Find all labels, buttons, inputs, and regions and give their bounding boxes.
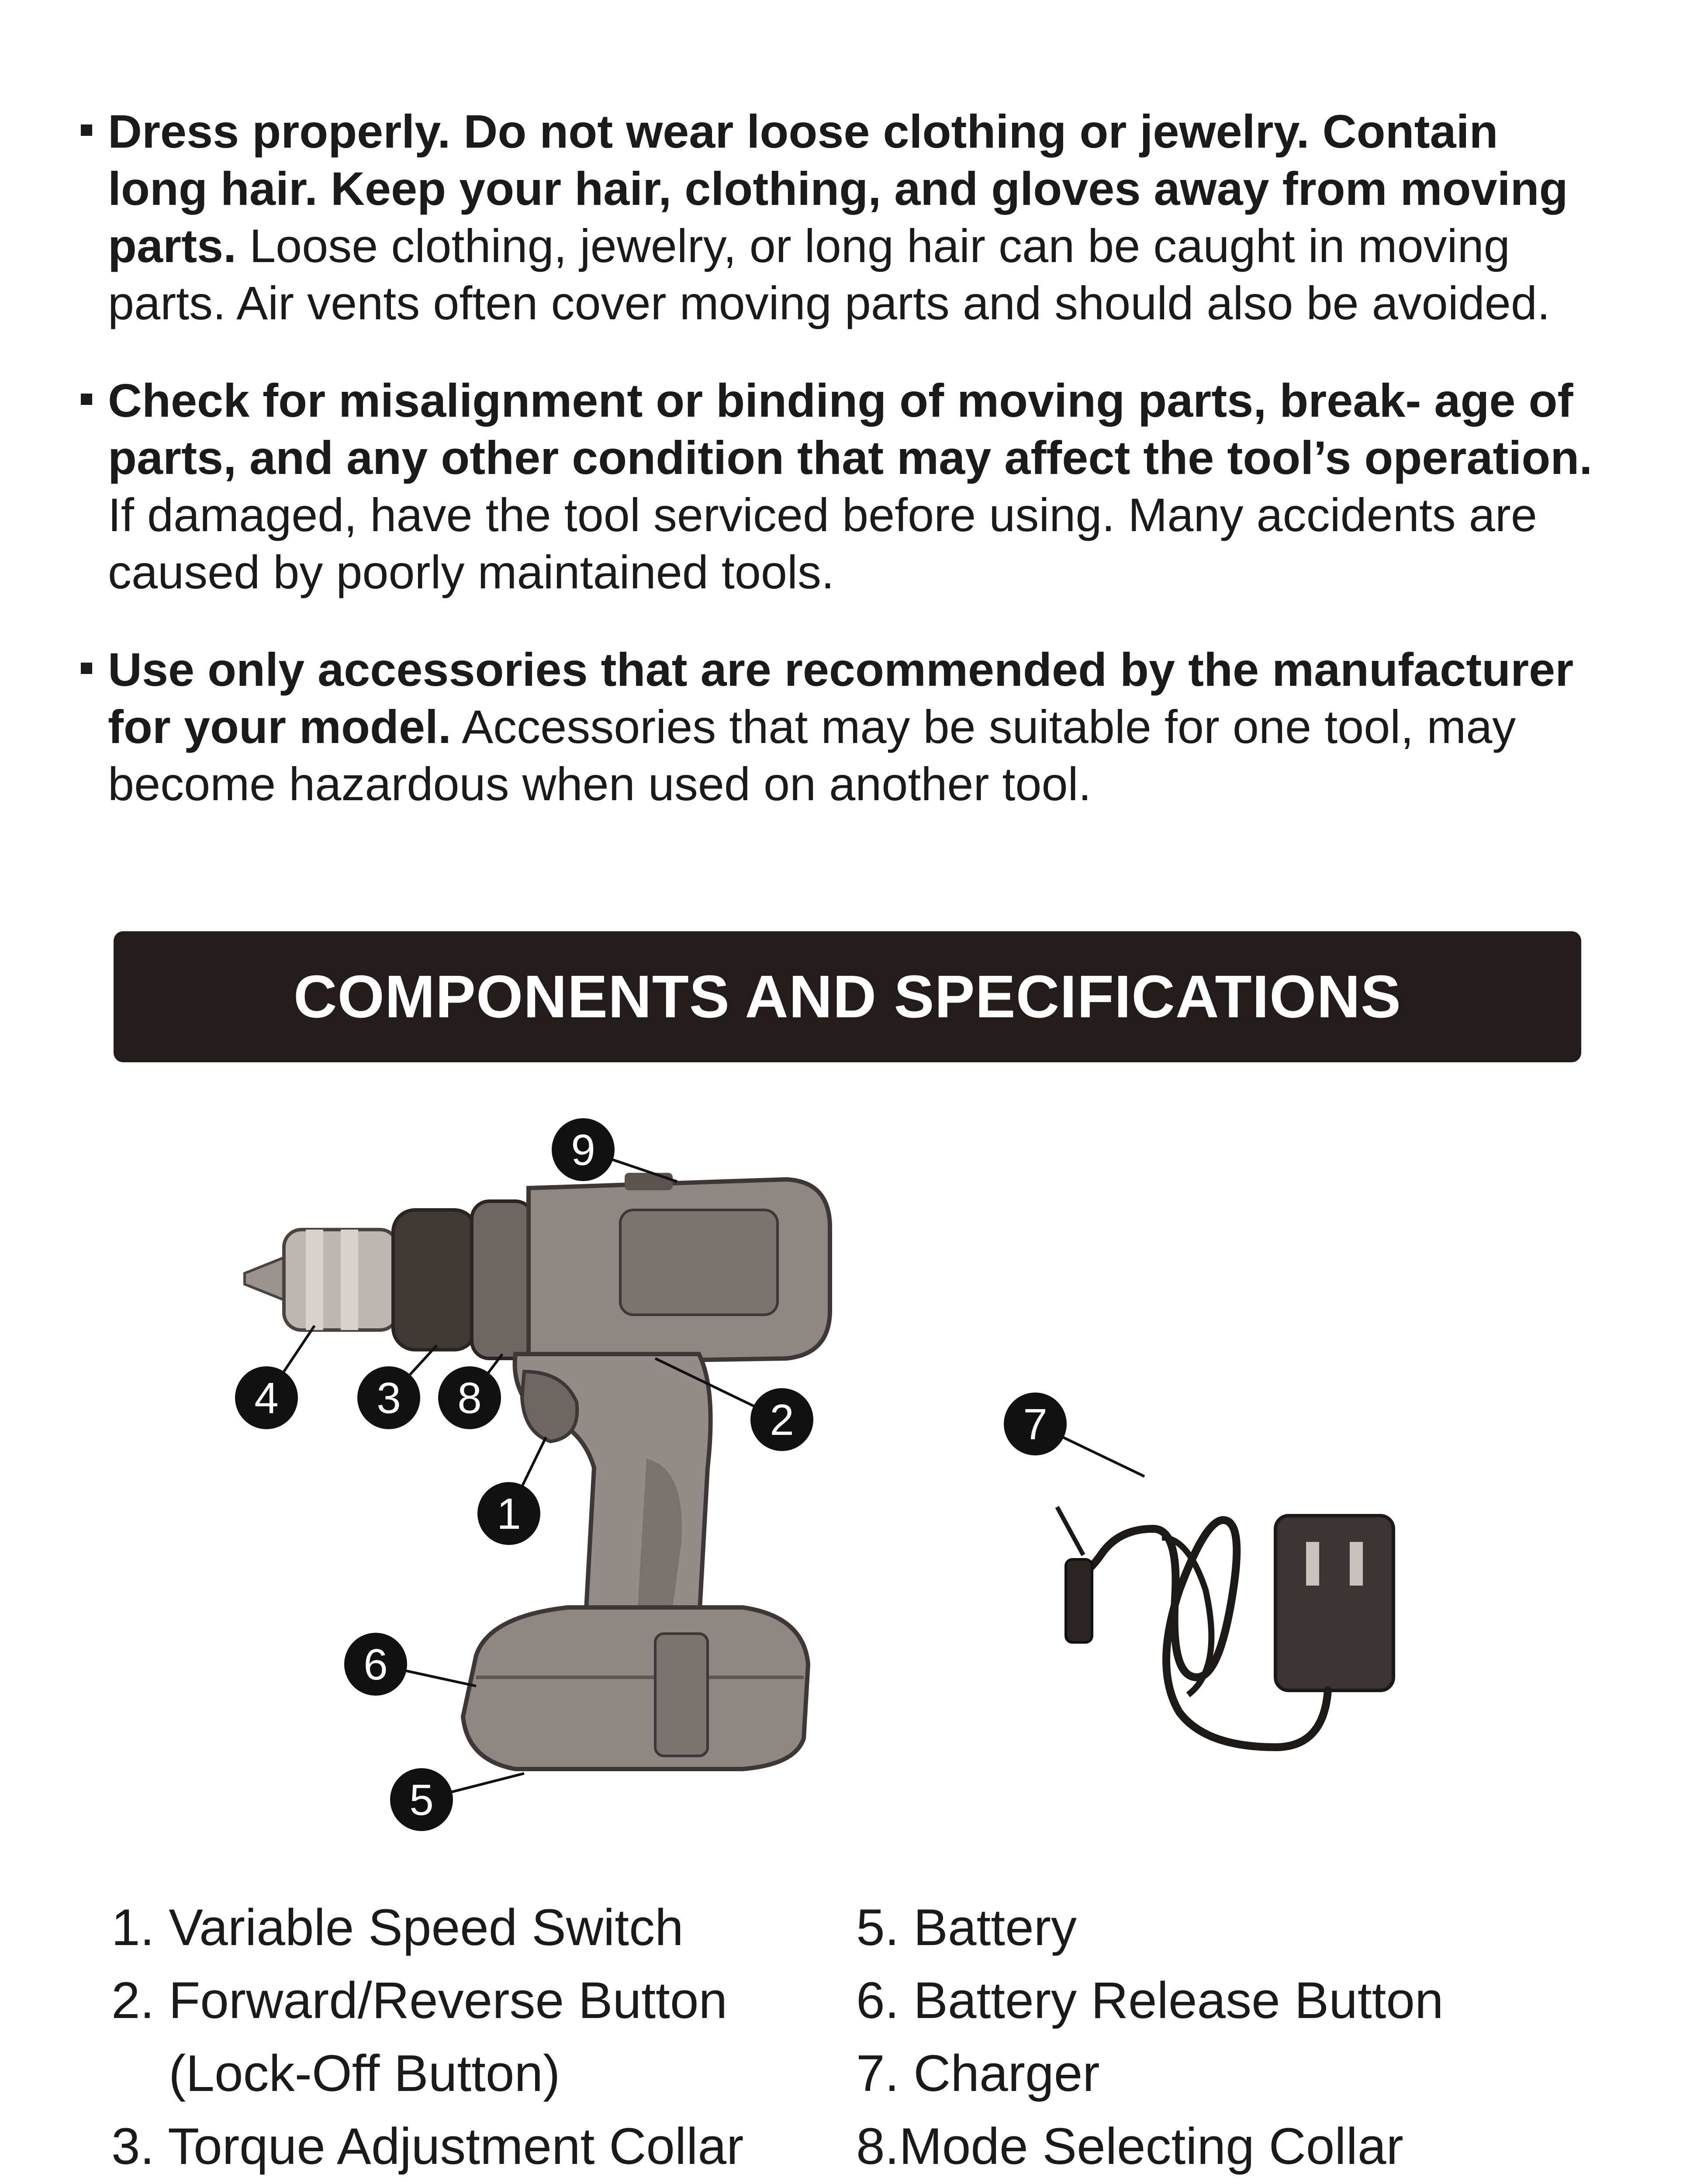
bullet-normal-text: Accessories that may be suitable for one tool, may become hazardous when used on another tool.	[108, 700, 1516, 810]
component-item: (Lock-Off Button)	[111, 2045, 560, 2102]
callout-3	[357, 1366, 420, 1429]
callout-7	[1004, 1393, 1067, 1455]
callout-label: 4	[254, 1374, 279, 1423]
callout-9	[552, 1118, 615, 1181]
bullet-normal-text: If damaged, have the tool serviced before using. Many accidents are caused by poorly maintained tools.	[108, 488, 1537, 598]
bullet-text	[108, 103, 1610, 332]
safety-bullet	[81, 641, 1610, 812]
callout-5	[390, 1768, 453, 1831]
callout-4	[235, 1366, 298, 1429]
component-item: 5. Battery	[856, 1899, 1077, 1956]
bullet-marker	[81, 124, 92, 136]
callout-label: 3	[377, 1374, 401, 1423]
safety-bullet	[81, 372, 1610, 601]
section-title: COMPONENTS AND SPECIFICATIONS	[293, 963, 1402, 1030]
drill-illustration	[245, 1173, 830, 1769]
bullet-bold-text: Dress properly. Do not wear loose clothing or jewelry. Contain long hair. Keep your hair, clothing, and gloves away from moving parts.	[108, 105, 1568, 272]
callout-8	[438, 1366, 501, 1429]
section-banner	[114, 931, 1581, 1062]
bullet-marker	[81, 394, 92, 405]
callout-label: 8	[457, 1374, 482, 1423]
bullet-text	[108, 641, 1610, 812]
battery-shape	[463, 1607, 808, 1769]
torque-collar-shape	[393, 1210, 476, 1350]
gear-shifter-shape	[625, 1173, 673, 1190]
safety-bullet	[81, 103, 1610, 332]
callout-6	[344, 1633, 407, 1696]
mode-collar-shape	[472, 1201, 533, 1358]
callout-label: 5	[409, 1776, 434, 1825]
components-illustration	[0, 1083, 1697, 1878]
callout-1	[477, 1482, 540, 1545]
callout-label: 2	[770, 1396, 794, 1444]
bullet-text	[108, 372, 1610, 601]
charger-plug-body	[1275, 1516, 1393, 1690]
callout-2	[750, 1388, 813, 1451]
component-item: 8.Mode Selecting Collar	[856, 2118, 1403, 2175]
bullet-marker	[81, 663, 92, 674]
component-item: 6. Battery Release Button	[856, 1972, 1444, 2029]
component-item: 7. Charger	[856, 2045, 1100, 2102]
bullet-bold-text: Use only accessories that are recommended by the manufacturer for your model.	[108, 643, 1574, 753]
component-item: 2. Forward/Reverse Button	[111, 1972, 728, 2029]
component-item: 3. Torque Adjustment Collar	[111, 2118, 744, 2175]
safety-bullets	[81, 103, 1610, 853]
drill-chuck-tip	[245, 1256, 288, 1302]
components-list-right	[856, 1891, 1444, 2184]
callout-label: 6	[363, 1640, 388, 1689]
component-item: 1. Variable Speed Switch	[111, 1899, 684, 1956]
charger-illustration	[1057, 1507, 1393, 1747]
callout-label: 7	[1023, 1400, 1047, 1449]
charger-barrel-plug	[1066, 1559, 1092, 1642]
callout-label: 9	[571, 1126, 595, 1175]
bullet-bold-text: Check for misalignment or binding of moving parts, break- age of parts, and any other condition that may affect the tool’s operation.	[108, 374, 1593, 484]
components-list-left	[111, 1891, 743, 2184]
bullet-normal-text: Loose clothing, jewelry, or long hair can be caught in moving parts. Air vents often cover moving parts and should also be avoided.	[108, 219, 1550, 329]
callout-label: 1	[497, 1489, 521, 1538]
